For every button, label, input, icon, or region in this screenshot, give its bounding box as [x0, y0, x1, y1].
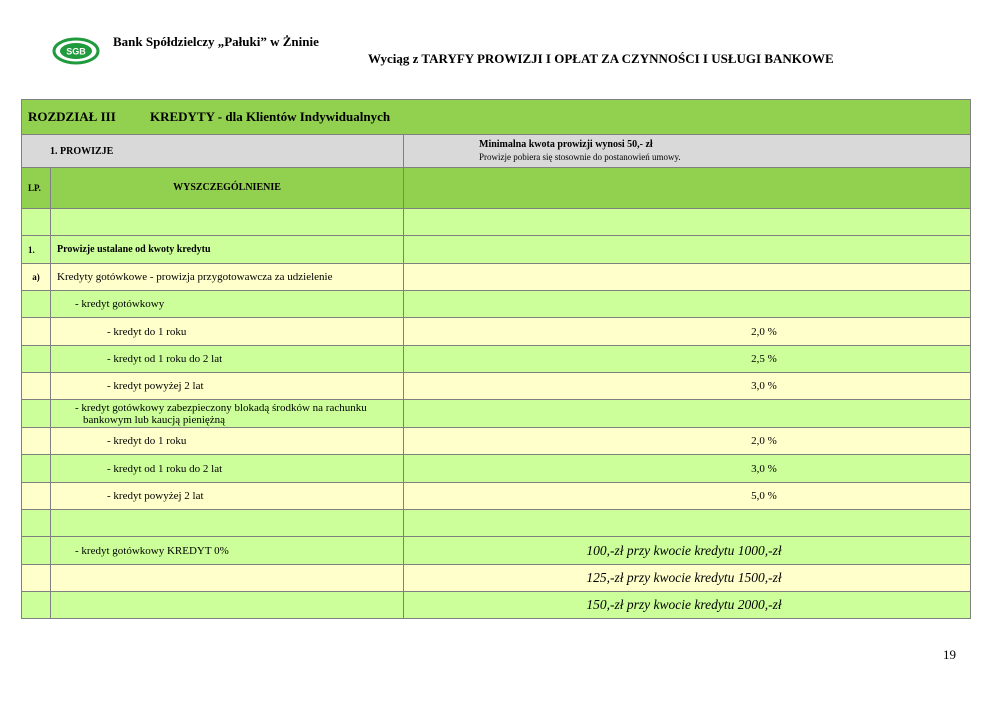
min-commission-note: Minimalna kwota prowizji wynosi 50,- zł — [479, 139, 653, 150]
section-row — [22, 135, 971, 168]
document-title: Wyciąg z TARYFY PROWIZJI I OPŁAT ZA CZYNNOŚCI I USŁUGI BANKOWE — [368, 51, 834, 66]
lp-header: LP. — [22, 168, 51, 209]
row-value: 125,-zł przy kwocie kredytu 1500,-zł — [404, 565, 971, 592]
row-value: 150,-zł przy kwocie kredytu 2000,-zł — [404, 592, 971, 619]
row-description: - kredyt gotówkowy KREDYT 0% — [51, 537, 404, 565]
section-label: 1. PROWIZJE — [22, 135, 404, 168]
table-row — [22, 318, 971, 346]
row-lp: a) — [22, 264, 51, 291]
row-value: 2,5 % — [404, 346, 971, 373]
row-description: - kredyt od 1 roku do 2 lat — [51, 455, 404, 483]
table-row — [22, 455, 971, 483]
column-header-row — [22, 168, 971, 209]
table-row — [22, 400, 971, 428]
table-row — [22, 264, 971, 291]
table-row — [22, 291, 971, 318]
row-description: - kredyt do 1 roku — [51, 318, 404, 346]
table-row — [22, 592, 971, 619]
row-description-line2: bankowym lub kaucją pieniężną — [83, 413, 226, 426]
table-row — [22, 346, 971, 373]
row-description: Kredyty gotówkowe - prowizja przygotowawcza za udzielenie — [51, 264, 404, 291]
table-row — [22, 565, 971, 592]
table-row — [22, 209, 971, 236]
description-header: WYSZCZEGÓLNIENIE — [51, 168, 404, 209]
chapter-number: ROZDZIAŁ III — [28, 109, 116, 124]
row-value: 3,0 % — [404, 455, 971, 483]
table-row — [22, 428, 971, 455]
value-header — [404, 168, 971, 209]
table-row — [22, 236, 971, 264]
tariff-table — [21, 99, 971, 619]
row-value: 3,0 % — [404, 373, 971, 400]
row-description: - kredyt do 1 roku — [51, 428, 404, 455]
chapter-cell — [22, 100, 971, 135]
chapter-row — [22, 100, 971, 135]
row-description: Prowizje ustalane od kwoty kredytu — [51, 236, 404, 264]
table-row — [22, 537, 971, 565]
row-description — [51, 400, 404, 428]
commission-rule-note: Prowizje pobiera się stosownie do postanowień umowy. — [479, 152, 681, 162]
bank-name: Bank Spółdzielczy „Pałuki” w Żninie — [113, 34, 319, 49]
sgb-logo — [52, 37, 100, 65]
row-value: 2,0 % — [404, 428, 971, 455]
row-description: - kredyt powyżej 2 lat — [51, 483, 404, 510]
chapter-title: KREDYTY - dla Klientów Indywidualnych — [150, 109, 391, 124]
section-note — [404, 135, 971, 168]
row-description: - kredyt powyżej 2 lat — [51, 373, 404, 400]
table-row — [22, 510, 971, 537]
row-value: 2,0 % — [404, 318, 971, 346]
logo-text: SGB — [66, 46, 86, 57]
table-row — [22, 373, 971, 400]
row-description: - kredyt gotówkowy — [51, 291, 404, 318]
row-description-line1: - kredyt gotówkowy zabezpieczony blokadą środków na rachunku — [75, 401, 367, 414]
row-value: 5,0 % — [404, 483, 971, 510]
row-description: - kredyt od 1 roku do 2 lat — [51, 346, 404, 373]
table-row — [22, 483, 971, 510]
row-lp: 1. — [22, 236, 51, 264]
page-number: 19 — [943, 647, 956, 662]
row-value: 100,-zł przy kwocie kredytu 1000,-zł — [404, 537, 971, 565]
